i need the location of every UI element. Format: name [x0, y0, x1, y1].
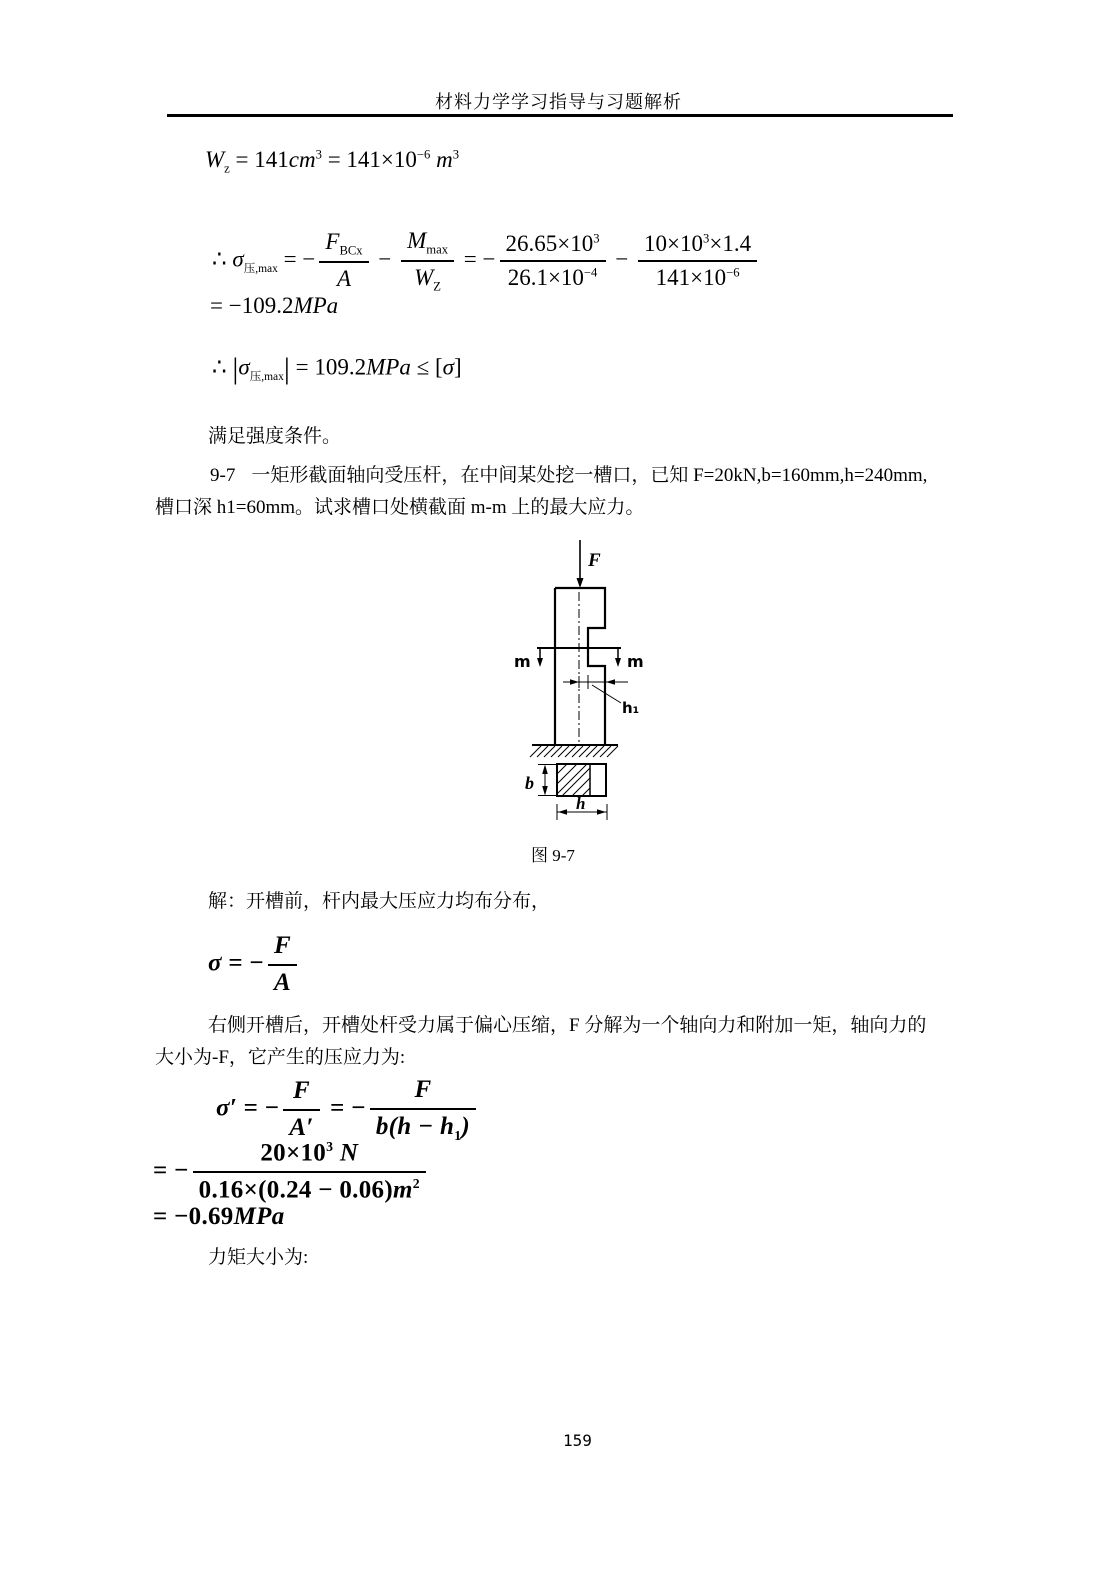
- bar-outline: [555, 588, 605, 746]
- page-number: 159: [563, 1431, 592, 1450]
- math-sup: 3: [593, 231, 600, 246]
- math-text: = 141×10: [321, 147, 417, 172]
- math-var: F: [292, 1077, 310, 1105]
- fraction-numerator: [500, 230, 606, 262]
- fraction-denominator: [193, 1173, 426, 1206]
- math-var: ): [461, 1112, 471, 1140]
- math-var: σ′: [216, 1094, 238, 1122]
- math-text: ∴: [212, 354, 233, 380]
- math-var: σ: [238, 354, 250, 380]
- math-sup: 3: [703, 231, 710, 246]
- math-sup: 3: [326, 1139, 334, 1154]
- math-text: = −: [153, 1156, 189, 1184]
- solution-intro: 解：开槽前，杆内最大压应力均布分布，: [208, 891, 551, 912]
- fraction: [283, 1076, 319, 1144]
- math-unit: MPa: [293, 293, 339, 318]
- math-text: 26.1×10: [507, 265, 584, 291]
- math-unit: N: [333, 1139, 359, 1167]
- formula-wz: [205, 147, 459, 176]
- math-text: ]: [453, 354, 462, 380]
- fraction-denominator: [638, 262, 757, 292]
- math-sub: max: [426, 242, 449, 257]
- problem-statement-line2: 槽口深 h1=60mm。试求槽口处横截面 m-m 上的最大应力。: [155, 497, 645, 518]
- math-sup: 3: [452, 147, 460, 162]
- math-text: 10×10: [644, 230, 704, 256]
- math-var: A′: [289, 1113, 314, 1141]
- math-sub: Z: [433, 279, 442, 294]
- fraction-numerator: [193, 1138, 426, 1173]
- problem-text: 一矩形截面轴向受压杆，在中间某处挖一槽口，已知 F=20kN,b=160mm,h=240mm,: [251, 465, 928, 486]
- page-header-title: 材料力学学习指导与习题解析: [435, 92, 682, 112]
- math-text: = −: [221, 949, 264, 977]
- fraction-numerator: [319, 228, 368, 263]
- fraction-numerator: [268, 931, 297, 966]
- math-text: = −: [277, 246, 316, 272]
- math-text: = −0.69: [153, 1203, 234, 1230]
- fraction: [370, 1075, 476, 1145]
- math-text: 26.65×10: [505, 230, 594, 256]
- math-var: A: [336, 266, 352, 292]
- abs-bar: |: [283, 352, 290, 385]
- math-var: W: [414, 265, 434, 291]
- figure-9-7: [500, 536, 680, 833]
- math-var: σ: [208, 949, 222, 977]
- formula-numeric: [153, 1138, 430, 1206]
- abs-bar: |: [232, 352, 239, 385]
- formula-check: [212, 352, 462, 386]
- math-text: = −109.2: [210, 293, 294, 318]
- math-var: F: [325, 229, 340, 255]
- math-var: W: [205, 147, 225, 172]
- math-text: 20×10: [260, 1139, 327, 1167]
- math-text: 141×10: [655, 265, 727, 291]
- cross-section: [557, 764, 606, 796]
- math-text: ≤ [: [410, 354, 443, 380]
- math-var: F: [414, 1076, 432, 1103]
- math-var: F: [273, 932, 291, 959]
- paragraph-strength-ok: 满足强度条件。: [208, 426, 342, 447]
- math-text: = −: [237, 1094, 280, 1122]
- math-sub: z: [224, 161, 230, 176]
- fraction: [319, 228, 368, 294]
- analysis-paragraph-line2: 大小为-F，它产生的压应力为:: [155, 1047, 406, 1068]
- math-var: σ: [232, 246, 244, 272]
- formula-sigma-max: [212, 227, 761, 295]
- math-sub: 压,max: [249, 371, 284, 384]
- height-label-h: h: [576, 794, 586, 813]
- math-sub: BCx: [339, 243, 363, 258]
- math-sup: 2: [412, 1176, 420, 1192]
- fraction: [268, 931, 297, 999]
- moment-paragraph: 力矩大小为:: [208, 1247, 309, 1268]
- math-sup: −4: [583, 265, 598, 280]
- math-text: = 109.2: [289, 354, 367, 380]
- dimension-b: [538, 765, 557, 796]
- header-rule: [167, 114, 953, 117]
- force-label: F: [588, 550, 601, 571]
- math-unit: m: [392, 1176, 413, 1204]
- math-text: ×1.4: [709, 230, 752, 256]
- math-text: = −: [458, 246, 496, 272]
- dimension-h1: [563, 675, 628, 703]
- fraction: [193, 1138, 426, 1206]
- fraction-numerator: [370, 1075, 476, 1110]
- figure-caption: 图 9-7: [531, 846, 575, 865]
- math-var: σ: [442, 354, 454, 380]
- fraction-denominator: [500, 262, 606, 292]
- math-text: −: [372, 246, 398, 272]
- fraction: [638, 230, 757, 293]
- fraction-numerator: [401, 227, 454, 262]
- section-label-m-left: m: [514, 652, 531, 671]
- problem-number: 9-7: [210, 465, 236, 486]
- math-text: = 141: [229, 147, 289, 172]
- math-sup: 3: [315, 147, 322, 162]
- fraction: [500, 230, 606, 293]
- problem-statement-line1: [210, 460, 927, 487]
- math-unit: MPa: [233, 1203, 285, 1230]
- fraction-denominator: [401, 262, 454, 295]
- math-var: cm: [288, 147, 316, 172]
- analysis-paragraph-line1: 右侧开槽后，开槽处杆受力属于偏心压缩，F 分解为一个轴向力和附加一矩，轴向力的: [208, 1015, 927, 1036]
- math-var: m: [430, 147, 453, 172]
- ground-hatch: [530, 745, 618, 757]
- fraction-denominator: [268, 966, 297, 999]
- width-label-b: b: [525, 773, 534, 793]
- math-var: b(h − h: [375, 1112, 455, 1140]
- math-sub: 压,max: [243, 263, 278, 276]
- fraction-numerator: [283, 1076, 319, 1111]
- math-sup: −6: [726, 265, 740, 280]
- math-unit: MPa: [366, 354, 411, 380]
- math-var: A: [273, 968, 291, 996]
- fraction-numerator: [638, 230, 757, 262]
- notch-depth-label: h₁: [622, 699, 640, 717]
- formula-sigma-prime: [216, 1075, 480, 1145]
- fraction-denominator: [319, 263, 368, 293]
- math-text: −: [609, 246, 635, 272]
- math-text: = −: [323, 1094, 366, 1122]
- formula-sigma: [208, 931, 301, 999]
- figure-drawing: [500, 536, 680, 828]
- math-sub: 1: [454, 1127, 462, 1143]
- fraction: [401, 227, 454, 295]
- math-var: M: [407, 228, 427, 253]
- formula-result-1: [210, 293, 338, 319]
- math-text: 0.16×(0.24 − 0.06): [198, 1176, 393, 1204]
- section-label-m-right: m: [627, 652, 644, 671]
- math-text: ∴: [212, 246, 233, 272]
- force-arrow: [577, 540, 584, 588]
- formula-result-2: [153, 1203, 285, 1232]
- math-sup: −6: [416, 147, 431, 162]
